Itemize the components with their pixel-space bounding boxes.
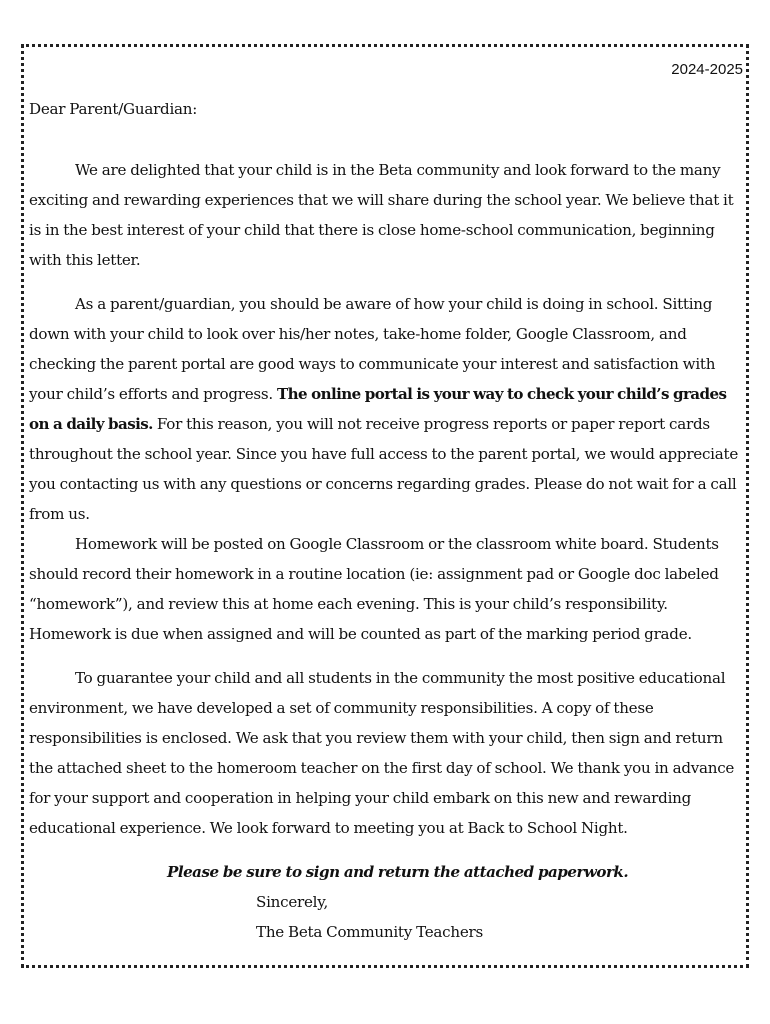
paragraph-progress-intro: As a parent/guardian, you should be aware of how your child is doing in school. Sitting down with your child to look over his/her notes, take-home folder, Google Classroom, and checking the parent portal are good ways to communicate your interest and satisfaction with your child’s efforts and progress. — [29, 295, 716, 403]
salutation: Dear Parent/Guardian: — [29, 100, 198, 118]
signature: The Beta Community Teachers — [256, 923, 483, 941]
paragraph-welcome: We are delighted that your child is in the Beta community and look forward to the many exciting and rewarding experiences that we will share during the school year. We believe that it is in the best interest of your child that there is close home-school communication, beginning with this letter. — [29, 161, 734, 269]
school-year: 2024-2025 — [671, 61, 743, 78]
paragraph-progress-rest: For this reason, you will not receive progress reports or paper report cards throughout the school year. Since you have full access to the parent portal, we would appreciate you contacting us with any questions or concerns regarding grades. Please do not wait for a call from us. — [29, 415, 739, 523]
closing-reminder: Please be sure to sign and return the attached paperwork. — [167, 863, 629, 881]
valediction: Sincerely, — [256, 893, 329, 911]
paragraph-homework: Homework will be posted on Google Classroom or the classroom white board. Students should record their homework in a routine location (ie: assignment pad or Google doc labeled “homework”), and review this at home each evening. This is your child’s responsibility. Homework is due when assigned and will be counted as part of the marking period grade. — [29, 535, 719, 643]
portal-emphasis: The online portal is your way to check your child’s grades on a daily basis. — [29, 385, 727, 433]
letter-body — [29, 55, 743, 947]
paragraph-responsibilities: To guarantee your child and all students in the community the most positive educational environment, we have developed a set of community responsibilities. A copy of these responsibilities is enclosed. We ask that you review them with your child, then sign and return the attached sheet to the homeroom teacher on the first day of school. We thank you in advance for your support and cooperation in helping your child embark on this new and rewarding educational experience. We look forward to meeting you at Back to School Night. — [29, 669, 735, 837]
paragraph-progress — [29, 289, 739, 529]
